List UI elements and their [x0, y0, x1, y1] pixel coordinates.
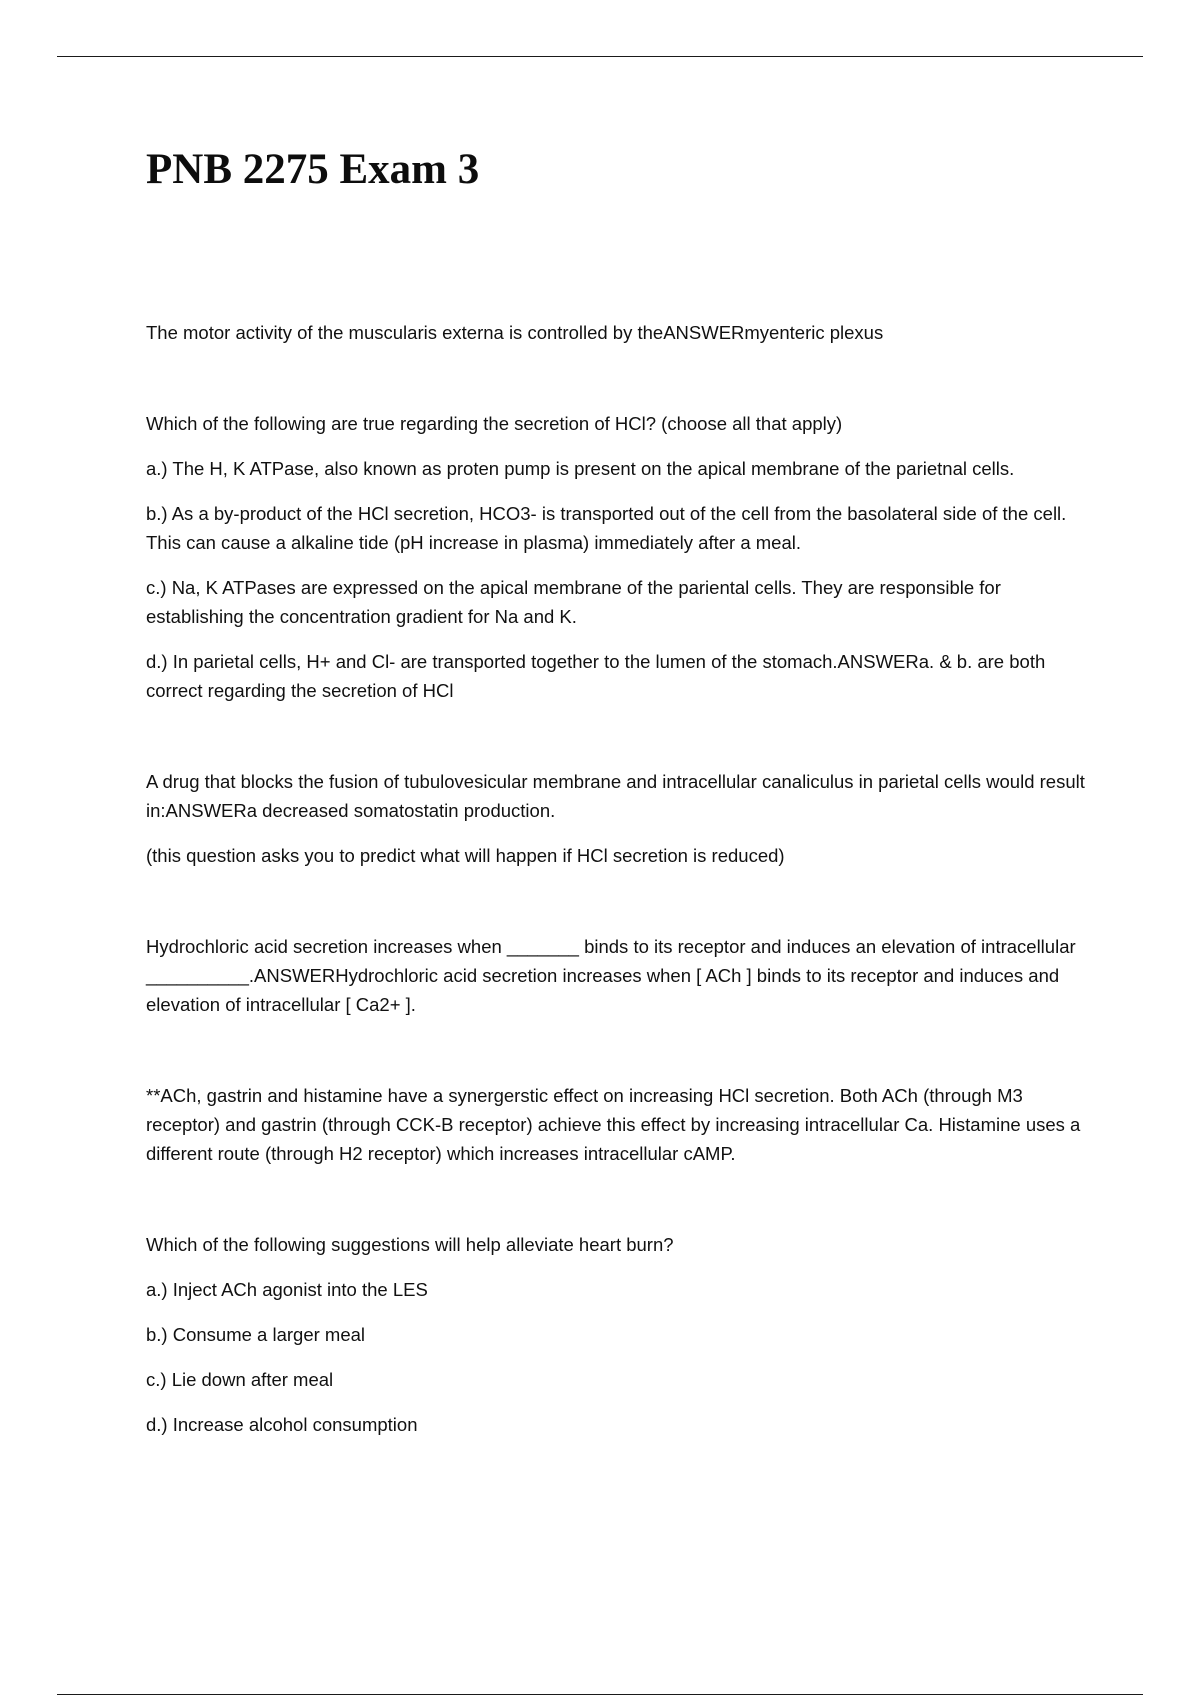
question-2-option-c: c.) Na, K ATPases are expressed on the apical membrane of the pariental cells. They are responsible for establishing the concentration gradient for Na and K. — [146, 577, 1001, 627]
bottom-rule — [57, 1694, 1143, 1695]
question-3: A drug that blocks the fusion of tubulovesicular membrane and intracellular canaliculus in parietal cells would result in:ANSWERa decreased somatostatin production. — [146, 771, 1085, 821]
question-3-note: (this question asks you to predict what will happen if HCl secretion is reduced) — [146, 845, 785, 866]
question-5-option-a: a.) Inject ACh agonist into the LES — [146, 1279, 428, 1300]
question-5-option-b: b.) Consume a larger meal — [146, 1324, 366, 1345]
ach-note: **ACh, gastrin and histamine have a synergerstic effect on increasing HCl secretion. Both ACh (through M3 receptor) and gastrin (through CCK-B receptor) achieve this effect by increasing intracellular Ca. Histamine uses a different route (through H2 receptor) which increases intracellular cAMP. — [146, 1085, 1081, 1164]
top-rule — [57, 56, 1143, 57]
question-2-block — [146, 409, 1094, 705]
question-2-option-d: d.) In parietal cells, H+ and Cl- are transported together to the lumen of the stomach.ANSWERa. & b. are both correct regarding the secretion of HCl — [146, 651, 1046, 701]
question-5: Which of the following suggestions will help alleviate heart burn? — [146, 1234, 674, 1255]
question-2: Which of the following are true regarding the secretion of HCl? (choose all that apply) — [146, 413, 843, 434]
document-title: PNB 2275 Exam 3 — [146, 146, 480, 193]
question-5-option-c: c.) Lie down after meal — [146, 1369, 334, 1390]
question-3-block — [146, 767, 1094, 870]
document-body — [146, 318, 1094, 1455]
question-4: Hydrochloric acid secretion increases when _______ binds to its receptor and induces an elevation of intracellular __________.ANSWERHydrochloric acid secretion increases when [ ACh ] binds to its receptor and induces and elevation of intracellular [ Ca2+ ]. — [146, 936, 1076, 1015]
question-5-block — [146, 1230, 1094, 1439]
question-1: The motor activity of the muscularis externa is controlled by theANSWERmyenteric plexus — [146, 322, 884, 343]
question-2-option-a: a.) The H, K ATPase, also known as proten pump is present on the apical membrane of the parietnal cells. — [146, 458, 1015, 479]
question-2-option-b: b.) As a by-product of the HCl secretion, HCO3- is transported out of the cell from the basolateral side of the cell. This can cause a alkaline tide (pH increase in plasma) immediately after a meal. — [146, 503, 1067, 553]
question-5-option-d: d.) Increase alcohol consumption — [146, 1414, 418, 1435]
